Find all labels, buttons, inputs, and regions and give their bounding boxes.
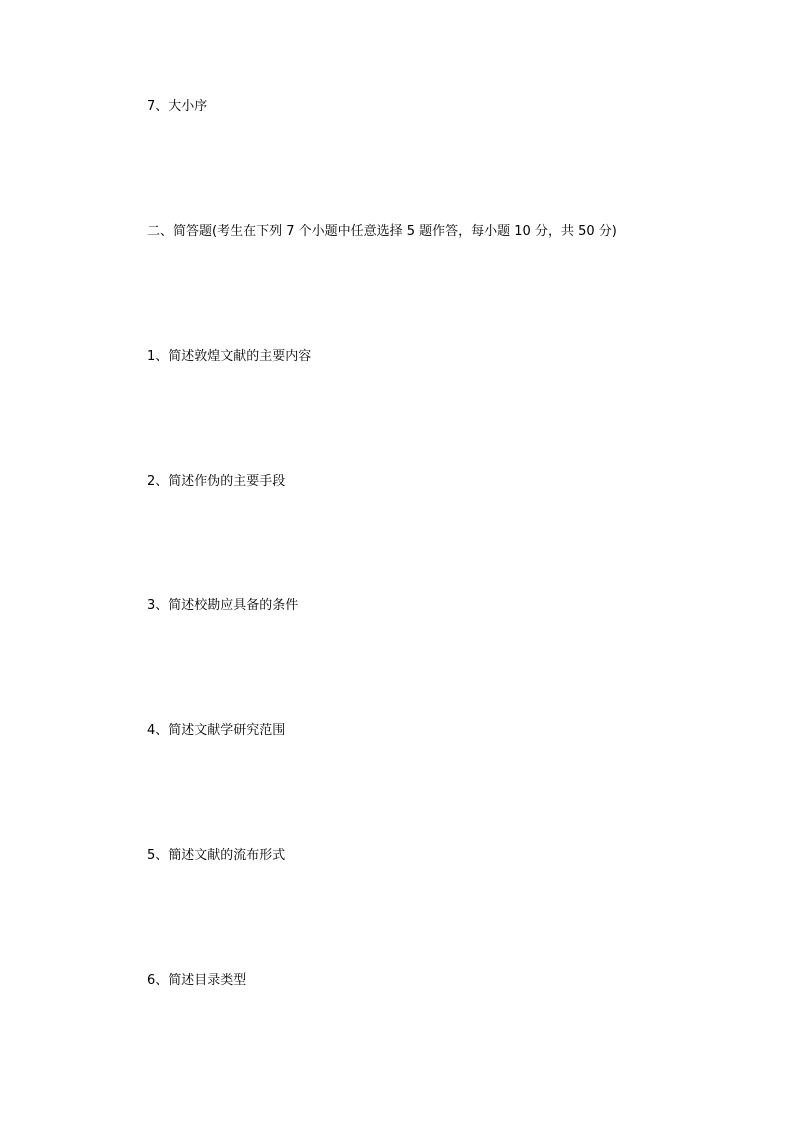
question-4: 4、简述文献学研究范围 bbox=[147, 723, 286, 738]
section-heading-short-answer: 二、简答题(考生在下列 7 个小题中任意选择 5 题作答，每小题 10 分，共 50 分) bbox=[147, 224, 617, 239]
question-6: 6、简述目录类型 bbox=[147, 973, 247, 988]
question-7-term: 7、大小序 bbox=[147, 99, 208, 114]
question-1: 1、简述敦煌文献的主要内容 bbox=[147, 349, 312, 364]
question-2: 2、简述作伪的主要手段 bbox=[147, 474, 286, 489]
question-3: 3、简述校勘应具备的条件 bbox=[147, 598, 299, 613]
question-5: 5、簡述文献的流布形式 bbox=[147, 848, 286, 863]
